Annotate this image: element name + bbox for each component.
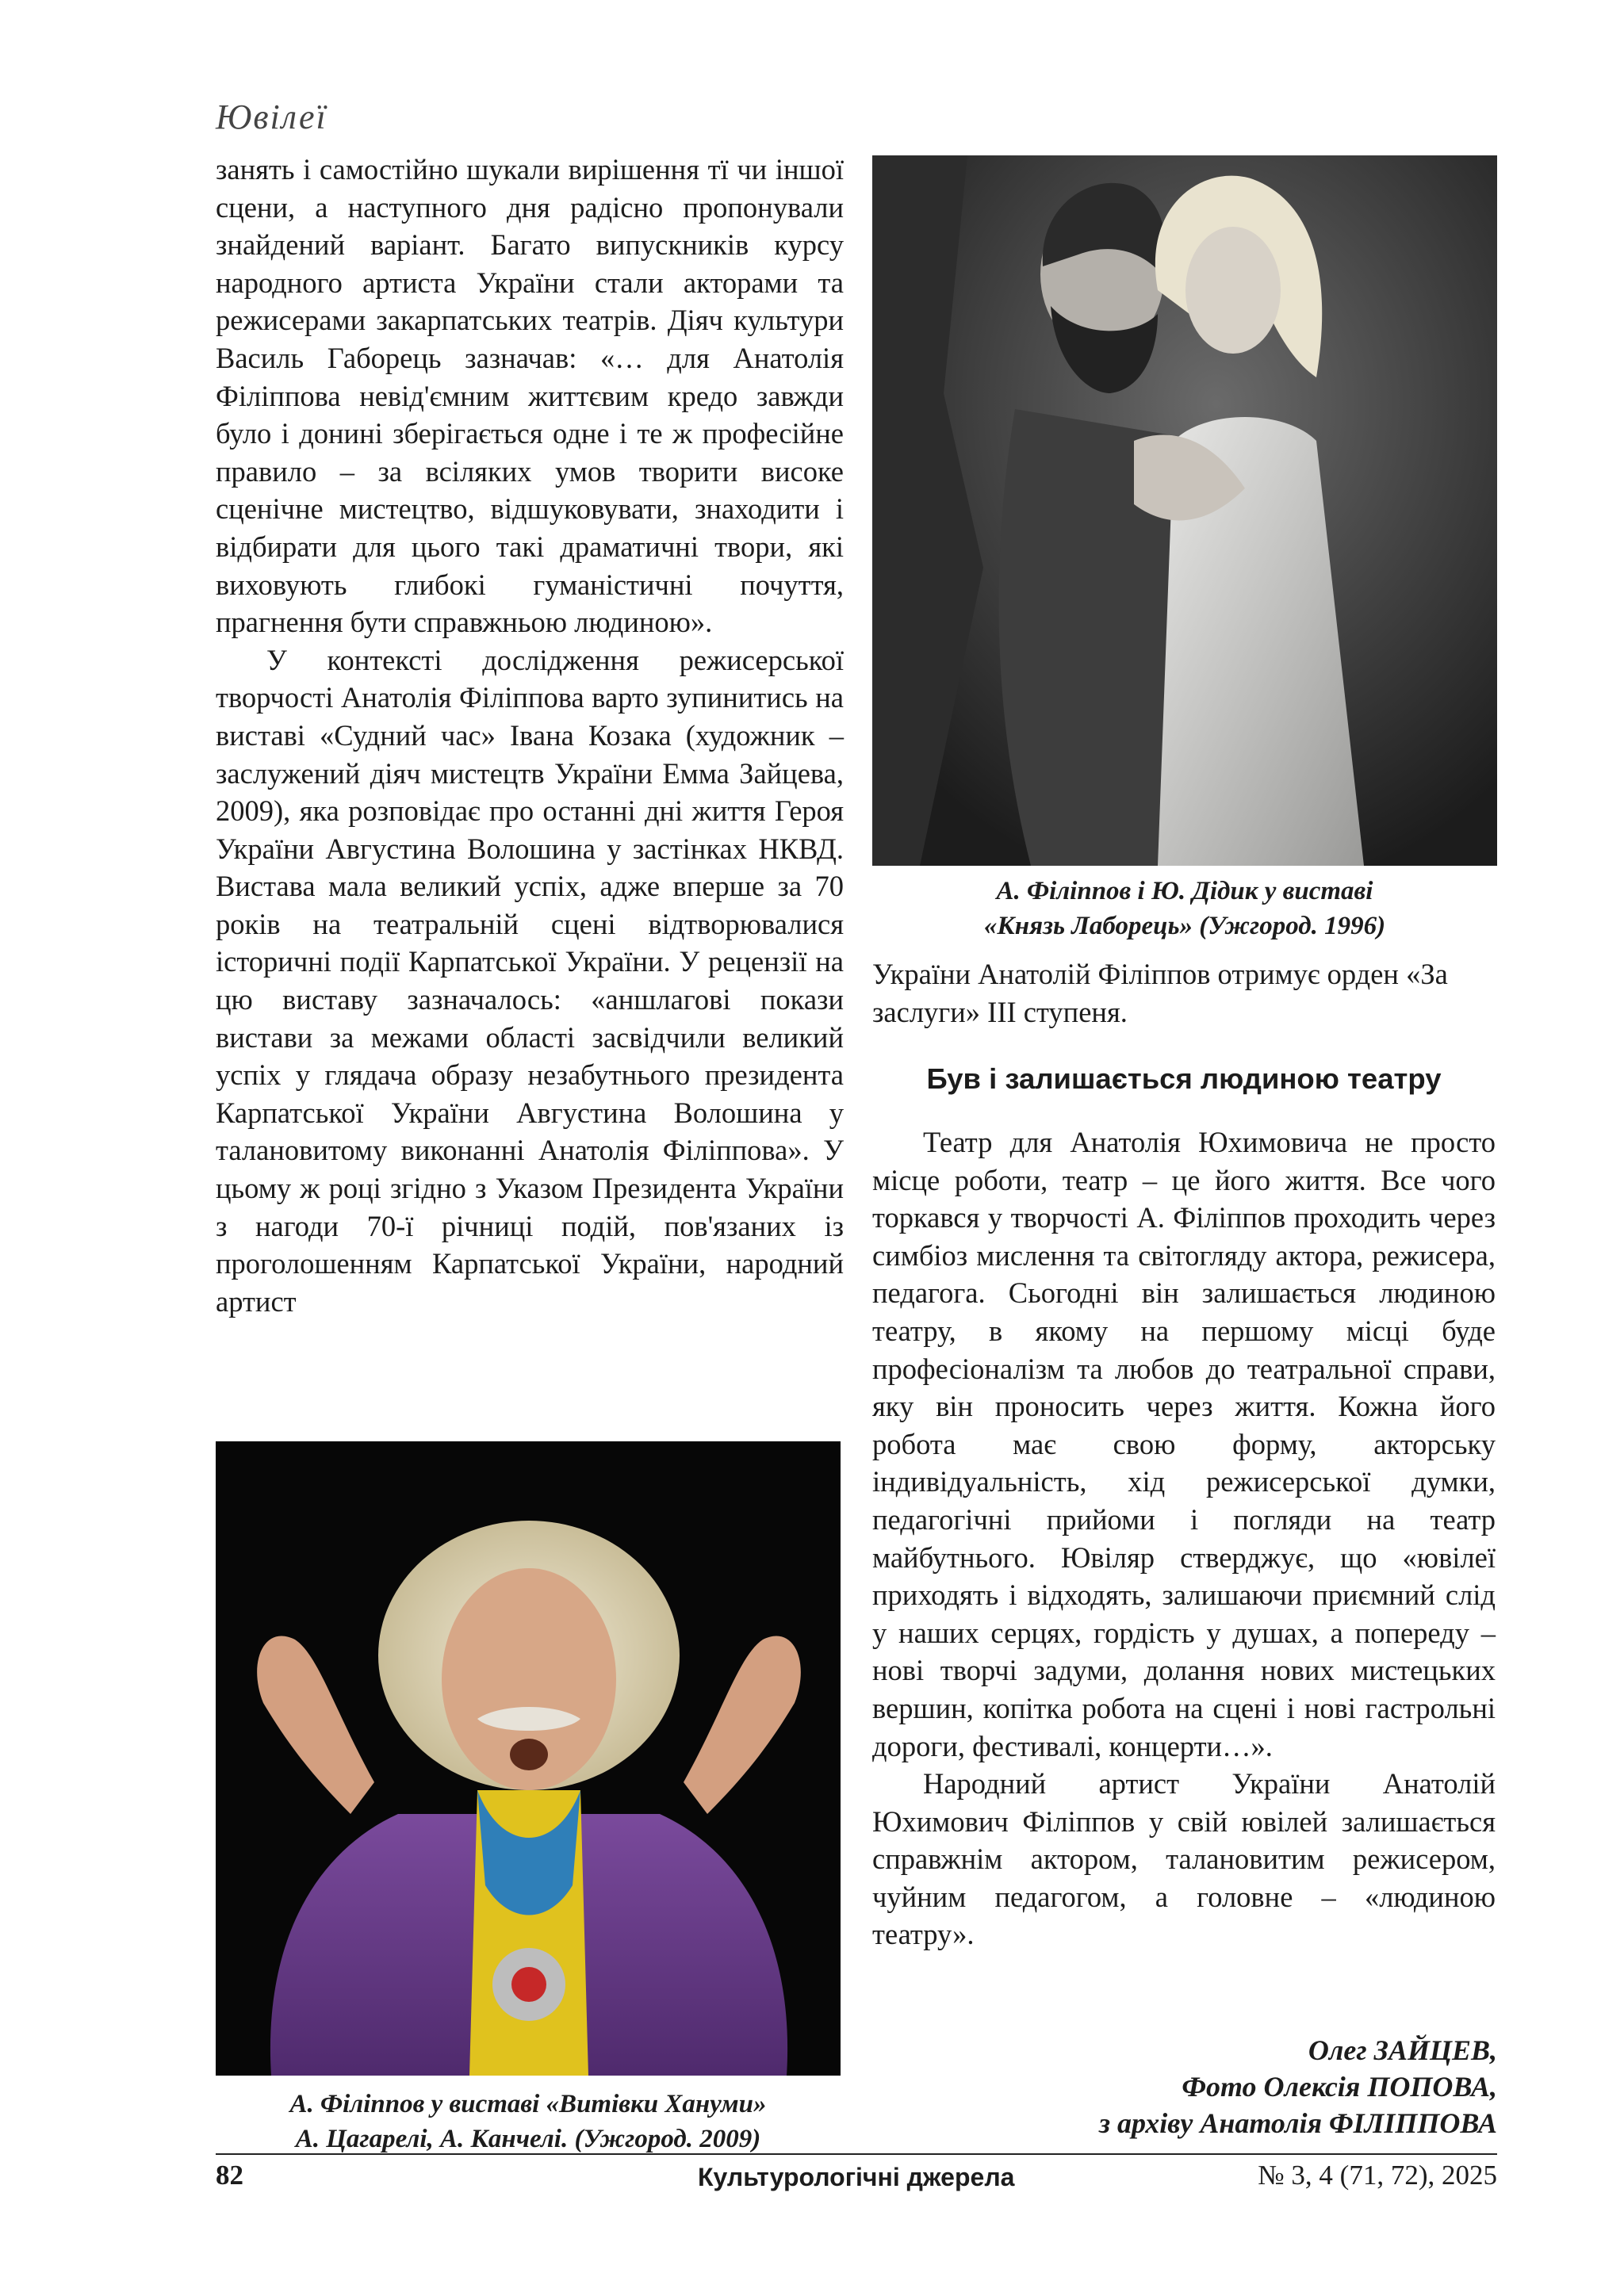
footer-divider	[216, 2153, 1497, 2155]
photo-credit: Фото Олексія ПОПОВА,	[1182, 2071, 1497, 2103]
journal-name: Культурологічні джерела	[698, 2163, 1015, 2191]
photo-filippov-khanuma	[216, 1441, 841, 2076]
paragraph: занять і самостійно шукали вирішення тї чи іншої сцени, а наступного дня радісно пропонували знайдений варіант. Багато випускників курсу народного артиста України стали акторами та режисерами закарпатських театрів. Діяч культури Василь Габорець зазначав: «… для Анатолія Філіппова невід'ємним життєвим кредо завжди було і донині зберігається одне і те ж професійне правило – за всіляких умов творити високе сценічне мистецтво, відшуковувати, знаходити і відбирати для цього такі драматичні твори, які виховують глибокі гуманістичні почуття, прагнення бути справжньою людиною».	[216, 153, 844, 639]
caption-line: «Князь Лаборець» (Ужгород. 1996)	[983, 912, 1386, 940]
left-column-text	[216, 151, 844, 1320]
photo-caption	[216, 2087, 841, 2156]
right-column-continuation	[872, 955, 1496, 1031]
archive-credit: з архіву Анатолія ФІЛІППОВА	[1098, 2107, 1497, 2139]
caption-line: А. Філіппов у виставі «Витівки Хануми»	[289, 2090, 767, 2118]
photo-filippov-didyk	[872, 155, 1497, 866]
article-signature	[1099, 2032, 1497, 2141]
page-number: 82	[216, 2160, 243, 2191]
photo-image	[216, 1441, 841, 2076]
photo-image	[872, 155, 1497, 866]
caption-line: А. Цагарелі, А. Канчелі. (Ужгород. 2009)	[295, 2125, 761, 2153]
caption-line: А. Філіппов і Ю. Дідик у виставі	[996, 877, 1373, 905]
paragraph: Театр для Анатолія Юхимовича не просто місце роботи, театр – це його життя. Все чого торкався у творчості А. Філіппов проходить через симбіоз мислення та світогляду актора, режисера, педагога. Сьогодні він залишається людиною театру, в якому на першому місці буде професіоналізм та любов до театральної справи, яку він проносить через життя. Кожна його робота має свою форму, акторську індивідуальність, хід режисерської думки, педагогічні прийоми і погляди на театр майбутнього. Ювіляр стверджує, що «ювілеї приходять і відходять, залишаючи приємний слід у наших серцях, гордість у душах, а попереду – нові творчі задуми, долання нових мистецьких вершин, копітка робота на сцені і нові гастрольні дороги, фестивалі, концерти…».	[872, 1126, 1496, 1762]
right-column-text	[872, 1123, 1496, 1954]
issue-info: № 3, 4 (71, 72), 2025	[1258, 2160, 1497, 2191]
section-label: Ювілеї	[216, 98, 327, 136]
author-name: Олег ЗАЙЦЕВ,	[1308, 2034, 1497, 2066]
paragraph: У контексті дослідження режисерської творчості Анатолія Філіппова варто зупинитись на виставі «Судний час» Івана Козака (художник – заслужений діяч мистецтв України Емма Зайцева, 2009), яка розповідає про останні дні життя Героя України Августина Волошина у застінках НКВД. Вистава мала великий успіх, адже вперше за 70 років на театральній сцені відтворювалися історичні події Карпатської України. У рецензії на цю виставу зазначалось: «аншлагові покази вистави за межами області засвідчили великий успіх у глядача образу незабутнього президента Карпатської України Августина Волошина у талановитому виконанні Анатолія Філіппова». У цьому ж році згідно з Указом Президента України з нагоди 70-ї річниці подій, пов'язаних із проголошенням Карпатської України, народний артист	[216, 643, 844, 1318]
paragraph: України Анатолій Філіппов отримує орден «За заслуги» ІІІ ступеня.	[872, 958, 1448, 1028]
photo-caption	[872, 874, 1497, 943]
paragraph: Народний артист України Анатолій Юхимович Філіппов у свій ювілей залишається справжнім актором, талановитим режисером, чуйним педагогом, а головне – «людиною театру».	[872, 1767, 1496, 1951]
section-heading: Був і залишається людиною театру	[926, 1062, 1442, 1095]
